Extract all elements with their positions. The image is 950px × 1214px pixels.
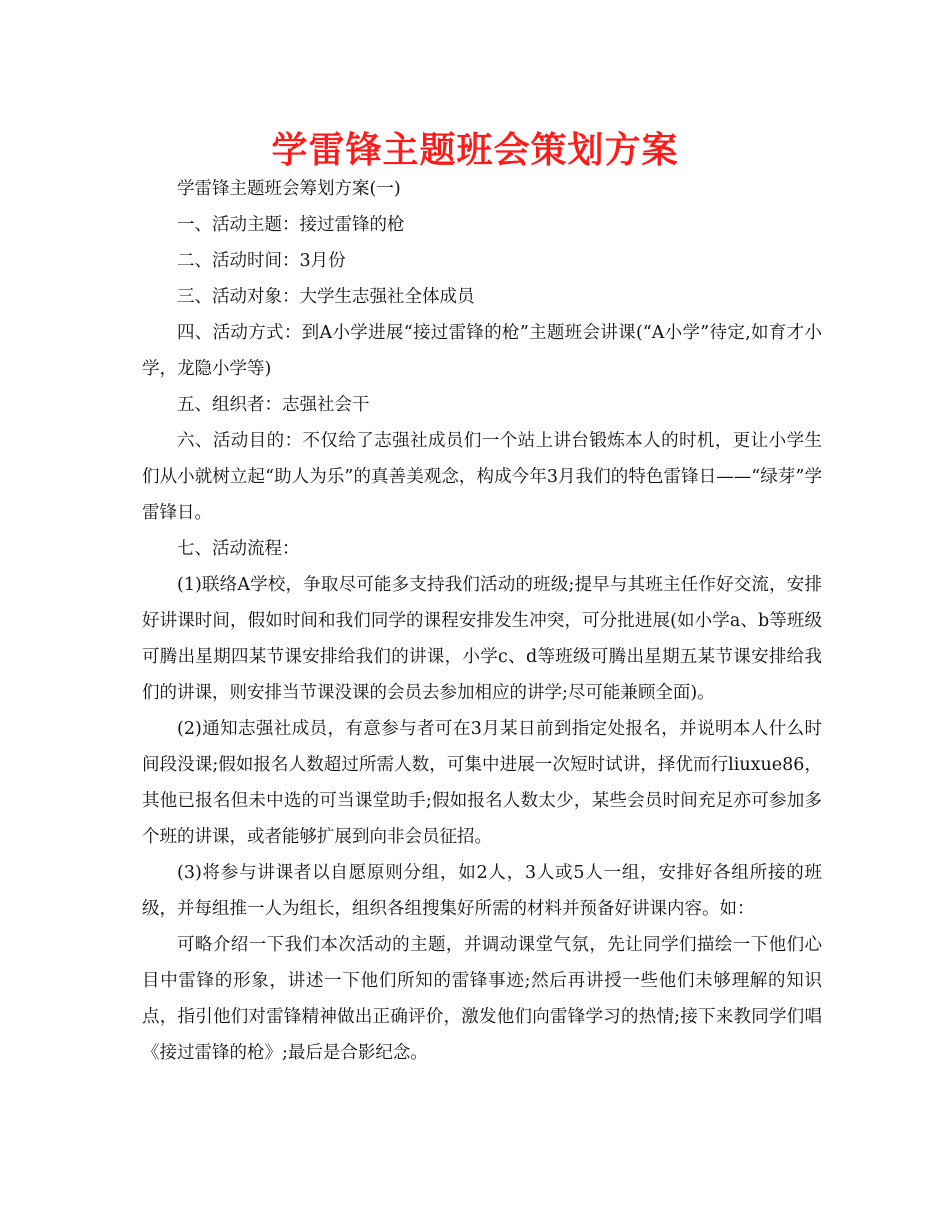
- document-body: [142, 171, 822, 1071]
- paragraph-audience: 三、活动对象：大学生志强社全体成员: [177, 287, 475, 307]
- paragraph-process-heading: 七、活动流程：: [177, 539, 300, 559]
- paragraph-method: 四、活动方式：到A小学进展“接过雷锋的枪”主题班会讲课(“A小学”待定,如育才小学，龙隐小学等): [142, 323, 822, 379]
- paragraph-organizer: 五、组织者：志强社会干: [177, 395, 370, 415]
- paragraph-time: 二、活动时间：3月份: [177, 251, 346, 271]
- document-title: 学雷锋主题班会策划方案: [271, 130, 679, 171]
- paragraph-subtitle: 学雷锋主题班会筹划方案(一): [177, 179, 401, 199]
- paragraph-example: 可略介绍一下我们本次活动的主题，并调动课堂气氛，先让同学们描绘一下他们心目中雷锋的形象，讲述一下他们所知的雷锋事迹;然后再讲授一些他们未够理解的知识点，指引他们对雷锋精神做出正确评价，激发他们向雷锋学习的热情;接下来教同学们唱《接过雷锋的枪》;最后是合影纪念。: [142, 935, 822, 1063]
- paragraph-theme: 一、活动主题：接过雷锋的枪: [177, 215, 405, 235]
- paragraph-purpose: 六、活动目的：不仅给了志强社成员们一个站上讲台锻炼本人的时机，更让小学生们从小就树立起“助人为乐”的真善美观念，构成今年3月我们的特色雷锋日——“绿芽”学雷锋日。: [142, 431, 822, 523]
- paragraph-step-3: (3)将参与讲课者以自愿原则分组，如2人，3人或5人一组，安排好各组所接的班级，并每组推一人为组长，组织各组搜集好所需的材料并预备好讲课内容。如：: [142, 863, 822, 919]
- paragraph-step-1: (1)联络A学校，争取尽可能多支持我们活动的班级;提早与其班主任作好交流，安排好讲课时间，假如时间和我们同学的课程安排发生冲突，可分批进展(如小学a、b等班级可腾出星期四某节课安排给我们的讲课，小学c、d等班级可腾出星期五某节课安排给我们的讲课，则安排当节课没课的会员去参加相应的讲学;尽可能兼顾全面)。: [142, 575, 822, 703]
- paragraph-step-2: (2)通知志强社成员，有意参与者可在3月某日前到指定处报名，并说明本人什么时间段没课;假如报名人数超过所需人数，可集中进展一次短时试讲，择优而行liuxue86，其他已报名但未中选的可当课堂助手;假如报名人数太少，某些会员时间充足亦可参加多个班的讲课，或者能够扩展到向非会员征招。: [142, 719, 822, 847]
